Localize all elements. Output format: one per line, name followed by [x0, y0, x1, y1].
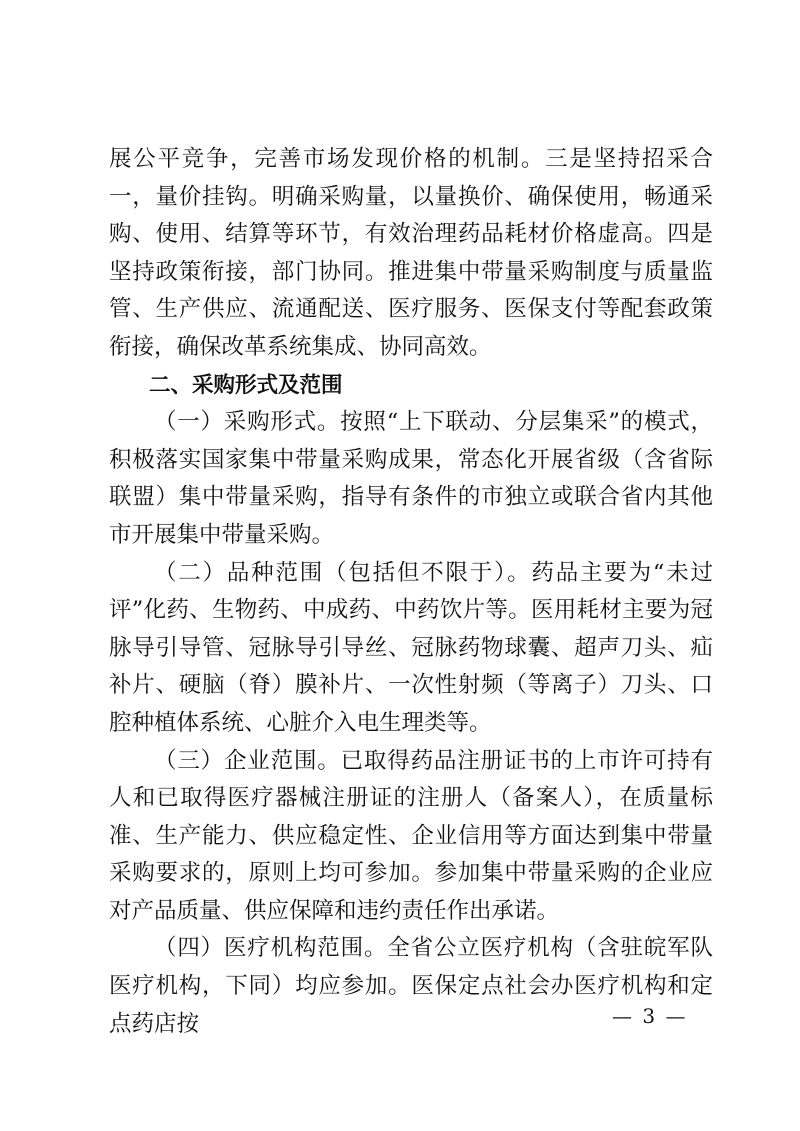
page-number: — 3 — — [612, 1004, 688, 1028]
subheading-enterprise-scope: （三）企业范围 — [154, 747, 318, 774]
paragraph-procurement-form — [109, 404, 713, 554]
paragraph-variety-scope — [109, 555, 713, 743]
subheading-procurement-form: （一）采购形式 — [154, 409, 317, 436]
subheading-institution-scope: （四）医疗机构范围 — [154, 935, 364, 962]
paragraph-enterprise-scope — [109, 743, 713, 931]
paragraph-principles-continued: 展公平竞争，完善市场发现价格的机制。三是坚持招采合一，量价挂钩。明确采购量，以量换价、确保使用，畅通采购、使用、结算等环节，有效治理药品耗材价格虚高。四是坚持政策衔接，部门协同。推进集中带量采购制度与质量监管、生产供应、流通配送、医疗服务、医保支付等配套政策衔接，确保改革系统集成、协同高效。 — [109, 146, 713, 360]
enterprise-scope-text: 。已取得药品注册证书的上市许可持有人和已取得医疗器械注册证的注册人（备案人），在质量标准、生产能力、供应稳定性、企业信用等方面达到集中带量采购要求的，原则上均可参加。参加集中带量采购的企业应对产品质量、供应保障和违约责任作出承诺。 — [109, 747, 713, 924]
section-heading-procurement-form-scope: 二、采购形式及范围 — [149, 372, 343, 398]
institution-scope-text: 。全省公立医疗机构（含驻皖军队医疗机构，下同）均应参加。医保定点社会办医疗机构和定点药店按 — [109, 935, 713, 1037]
subheading-variety-scope: （二）品种范围（包括但不限于） — [154, 559, 508, 586]
procurement-form-text: 。按照“上下联动、分层集采”的模式，积极落实国家集中带量采购成果，常态化开展省级（含省际联盟）集中带量采购，指导有条件的市独立或联合省内其他市开展集中带量采购。 — [109, 409, 713, 548]
document-body — [109, 141, 713, 1043]
variety-scope-text: 。药品主要为“未过评”化药、生物药、中成药、中药饮片等。医用耗材主要为冠脉导引导管、冠脉导引导丝、冠脉药物球囊、超声刀头、疝补片、硬脑（脊）膜补片、一次性射频（等离子）刀头、口腔种植体系统、心脏介入电生理类等。 — [109, 559, 713, 736]
